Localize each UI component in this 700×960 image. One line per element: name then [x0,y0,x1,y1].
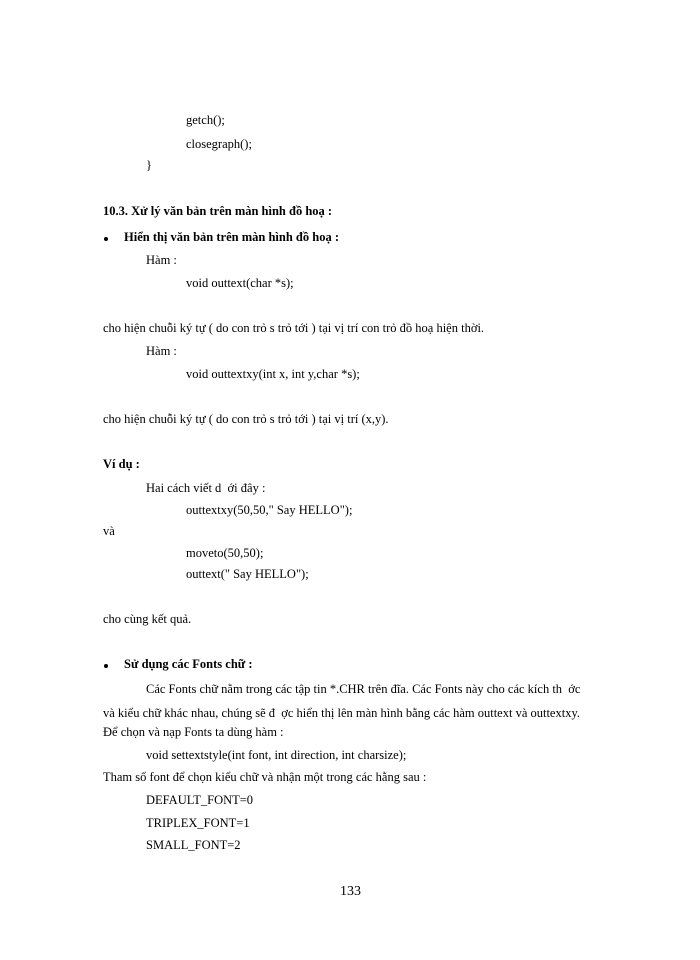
bullet-icon [104,664,108,668]
description-outtext: cho hiện chuỗi ký tự ( do con trỏ s trỏ tới ) tại vị trí con trỏ đồ hoạ hiện thời. [103,321,485,335]
fonts-paragraph-line: Các Fonts chữ nằm trong các tập tin *.CHR trên đĩa. Các Fonts này cho các kích th ớc [146,682,581,696]
code-getch: getch(); [186,113,225,127]
code-outtextxy: void outtextxy(int x, int y,char *s); [186,367,360,381]
section-heading: 10.3. Xử lý văn bản trên màn hình đồ hoạ : [103,204,333,218]
fonts-paragraph-line: Để chọn và nạp Fonts ta dùng hàm : [103,725,284,739]
conjunction-text: và [103,524,115,538]
code-settextstyle: void settextstyle(int font, int direction, int charsize); [146,748,407,762]
constant-small-font: SMALL_FONT=2 [146,838,241,852]
bullet-heading-fonts: Sử dụng các Fonts chữ : [124,657,253,671]
bullet-heading-display-text: Hiển thị văn bản trên màn hình đồ hoạ : [124,230,339,244]
example-title: Ví dụ : [103,457,140,471]
code-moveto-example: moveto(50,50); [186,546,264,560]
code-outtextxy-example: outtextxy(50,50," Say HELLO"); [186,503,353,517]
code-outtext: void outtext(char *s); [186,276,294,290]
constant-default-font: DEFAULT_FONT=0 [146,793,254,807]
constant-triplex-font: TRIPLEX_FONT=1 [146,816,250,830]
code-closing-brace: } [146,158,152,172]
function-label: Hàm : [146,253,177,267]
bullet-icon [104,237,108,241]
code-outtext-example: outtext(" Say HELLO"); [186,567,309,581]
page-number: 133 [340,884,361,899]
example-intro: Hai cách viết d ới đây : [146,481,266,495]
example-result: cho cùng kết quả. [103,612,192,626]
description-outtextxy: cho hiện chuỗi ký tự ( do con trỏ s trỏ tới ) tại vị trí (x,y). [103,412,389,426]
fonts-paragraph-line: Tham số font để chọn kiểu chữ và nhận một trong các hằng sau : [103,770,427,784]
code-closegraph: closegraph(); [186,137,252,151]
fonts-paragraph-line: và kiểu chữ khác nhau, chúng sẽ đ ợc hiển thị lên màn hình bằng các hàm outtext và outtextxy. [103,706,581,720]
function-label: Hàm : [146,344,177,358]
